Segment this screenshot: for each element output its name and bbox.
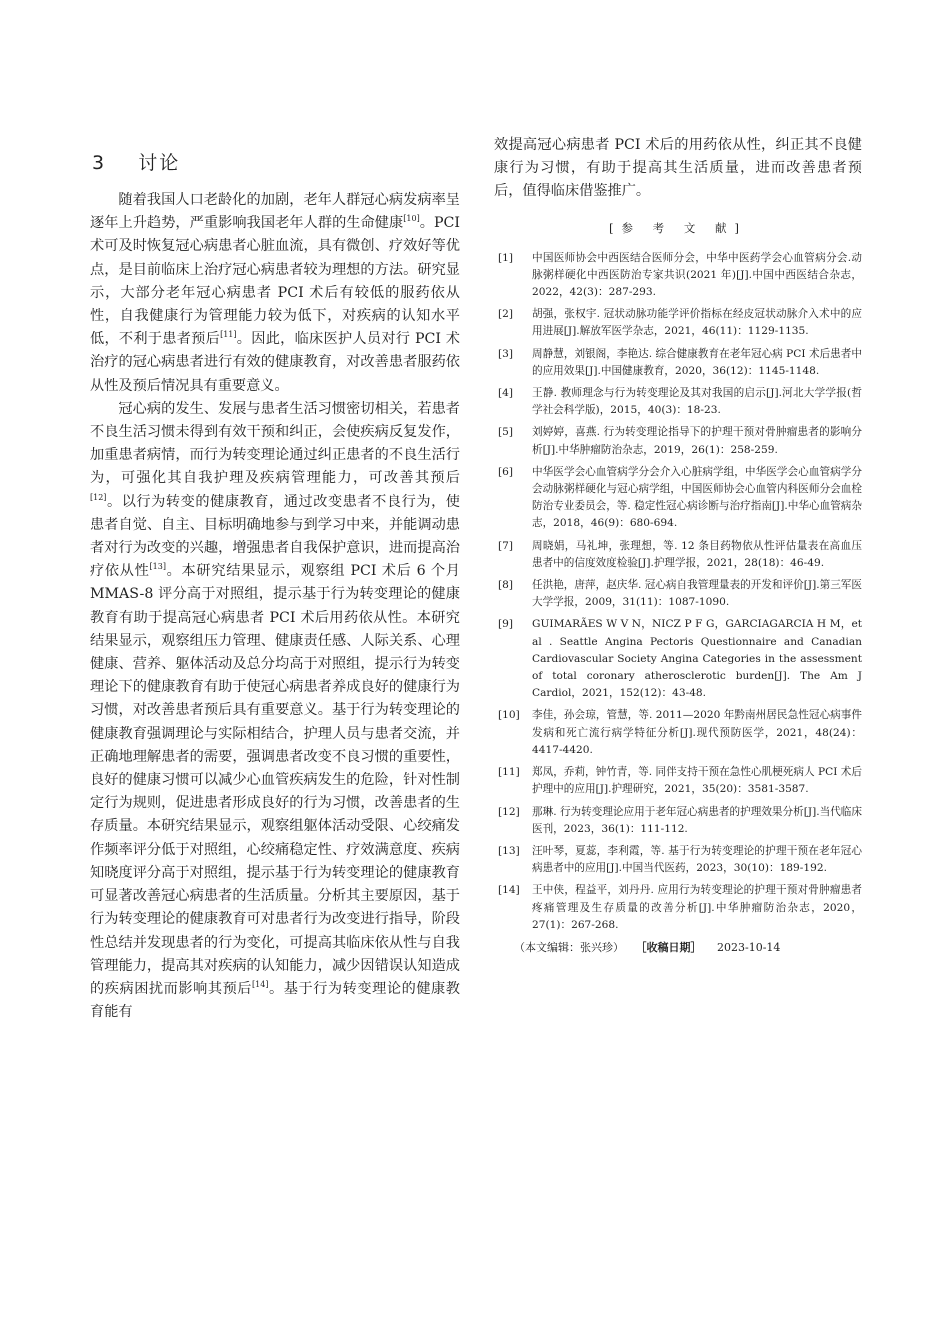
reference-text: 李佳，孙会琼，管慧，等. 2011—2020 年黔南州居民急性冠心病事件发病和死亡流行病学特征分析[J].现代预防医学，2021，48(24)：4417-4420. <box>532 709 862 756</box>
reference-item <box>494 385 862 419</box>
reference-text: 王静. 教师理念与行为转变理论及其对我国的启示[J].河北大学学报(哲学社会科学版)，2015，40(3)：18-23. <box>532 387 862 417</box>
paragraph-text: 。基于行为转变理论的健康教育能有 <box>90 980 460 1021</box>
reference-number: [13] <box>498 844 520 857</box>
reference-number: [3] <box>498 347 514 360</box>
reference-item <box>494 577 862 611</box>
reference-number: [10] <box>498 709 520 722</box>
reference-number: [7] <box>498 539 514 552</box>
reference-text: 中国医师协会中西医结合医师分会，中华中医药学会心血管病分会.动脉粥样硬化中西医防治专家共识(2021 年)[J].中国中西医结合杂志，2022，42(3)：287-293. <box>532 251 862 299</box>
reference-number: [12] <box>498 805 520 818</box>
reference-number: [8] <box>498 579 514 592</box>
reference-item <box>494 424 862 458</box>
reference-item <box>494 804 862 838</box>
references-heading: [参 考 文 献] <box>609 220 747 235</box>
reference-text: 汪叶琴，夏蕊，李利霞，等. 基于行为转变理论的护理干预在老年冠心病患者中的应用[J].中国当代医药，2023，30(10)：189-192. <box>532 844 862 875</box>
right-column <box>494 134 862 955</box>
left-column <box>90 144 460 1024</box>
reference-number: [9] <box>498 618 514 631</box>
reference-item <box>494 250 862 302</box>
reference-text: 任洪艳，唐萍，赵庆华. 冠心病自我管理量表的开发和评价[J].第三军医大学学报，2009，31(11)：1087-1090. <box>532 579 862 609</box>
paragraph-text: 。本研究结果显示，观察组 PCI 术后 6 个月 MMAS-8 评分高于对照组，提示基于行为转变理论的健康教育有助于提高冠心病患者 PCI 术后用药依从性。本研究结果显示，观察组压力管理、健康责任感、人际关系、心理健康、营养、躯体活动及总分均高于对照组，提示行为转变理论下的健康教育有助于使冠心病患者养成良好的健康行为习惯，对改善患者预后具有重要意义。基于行为转变理论的健康教育强调理论与实际相结合，护理人员与患者交流，并正确地理解患者的需要，强调患者改变不良习惯的重要性，良好的健康习惯可以减少心血管疾病发生的危险，针对性制定行为规则，促进患者形成良好的行为习惯，改善患者的生存质量。本研究结果显示，观察组躯体活动受限、心绞痛发作频率评分低于对照组，心绞痛稳定性、疗效满意度、疾病知晓度评分高于对照组，提示基于行为转变理论的健康教育可显著改善冠心病患者的生活质量。分析其主要原因，基于行为转变理论的健康教育可对患者行为改变进行指导，阶段性总结并发现患者的行为变化，可提高其临床依从性与自我管理能力，提高其对疾病的认知能力，减少因错误认知造成的疾病困扰而影响其预后 <box>90 563 460 997</box>
reference-item <box>494 616 862 702</box>
reference-number: [2] <box>498 308 514 321</box>
reference-number: [5] <box>498 426 514 439</box>
editor-note: （本文编辑：张兴珍） <box>514 940 624 954</box>
paragraph-text: 。PCI 术可及时恢复冠心病患者心脏血流，具有微创、疗效好等优点，是目前临床上治疗冠心病患者较为理想的方法。研究显示，大部分老年冠心病患者 PCI 术后有较低的服药依从性，自我健康行为管理能力较为低下，对疾病的认知水平低，不利于患者预后 <box>90 215 460 348</box>
reference-number: [14] <box>498 884 520 897</box>
body-paragraph <box>90 398 460 1024</box>
paragraph-text: 。以行为转变的健康教育，通过改变患者不良行为，使患者自觉、自主、目标明确地参与到学习中来，并能调动患者对行为改变的兴趣，增强患者自我保护意识，进而提高治疗依从性 <box>90 493 460 580</box>
citation-marker: [12] <box>90 492 107 502</box>
reference-number: [1] <box>498 251 514 264</box>
reference-number: [11] <box>498 766 520 779</box>
reference-text: 那琳. 行为转变理论应用于老年冠心病患者的护理效果分析[J].当代临床医刊，2023，36(1)：111-112. <box>532 805 862 835</box>
citation-marker: [14] <box>252 979 269 989</box>
article-footer <box>494 939 862 955</box>
body-paragraph <box>90 189 460 398</box>
section-title: 讨论 <box>138 152 181 174</box>
reference-item <box>494 538 862 572</box>
reference-item <box>494 306 862 340</box>
citation-marker: [10] <box>403 214 420 224</box>
reference-item <box>494 707 862 759</box>
reference-number: [4] <box>498 387 514 400</box>
reference-text: 刘婷婷，喜燕. 行为转变理论指导下的护理干预对骨肿瘤患者的影响分析[J].中华肿瘤防治杂志，2019，26(1)：258-259. <box>532 426 862 456</box>
paragraph-text: 冠心病的发生、发展与患者生活习惯密切相关，若患者不良生活习惯未得到有效干预和纠正，会使疾病反复发作，加重患者病情，而行为转变理论通过纠正患者的不良生活行为，可强化其自我护理及疾病管理能力，可改善其预后 <box>90 400 460 487</box>
reference-text: 王中侠，程益平，刘丹丹. 应用行为转变理论的护理干预对骨肿瘤患者疼痛管理及生存质量的改善分析[J].中华肿瘤防治杂志，2020，27(1)：267-268. <box>532 884 862 931</box>
reference-item <box>494 764 862 798</box>
section-heading <box>92 148 460 175</box>
citation-marker: [11] <box>220 330 237 340</box>
reference-item <box>494 843 862 877</box>
reference-text: 周静慧，刘银阁，李艳达. 综合健康教育在老年冠心病 PCI 术后患者中的应用效果[J].中国健康教育，2020，36(12)：1145-1148. <box>532 347 862 377</box>
received-label: ［收稿日期］ <box>635 940 702 954</box>
citation-marker: [13] <box>149 562 166 572</box>
reference-item <box>494 882 862 934</box>
reference-text: 周晓娟，马礼坤，张理想，等. 12 条目药物依从性评估量表在高血压患者中的信度效度检验[J].护理学报，2021，28(18)：46-49. <box>532 539 862 569</box>
reference-text: 郑凤，乔莉，钟竹青，等. 同伴支持干预在急性心肌梗死病人 PCI 术后护理中的应用[J].护理研究，2021，35(20)：3581-3587. <box>532 766 862 796</box>
paragraph-text: 。因此，临床医护人员对行 PCI 术治疗的冠心病患者进行有效的健康教育，对改善患者服药依从性及预后情况具有重要意义。 <box>90 331 460 394</box>
paragraph-text: 随着我国人口老龄化的加剧，老年人群冠心病发病率呈逐年上升趋势，严重影响我国老年人群的生命健康 <box>90 192 460 232</box>
reference-item <box>494 346 862 380</box>
reference-text: 中华医学会心血管病学分会介入心脏病学组，中华医学会心血管病学分会动脉粥样硬化与冠心病学组，中国医师协会心血管内科医师分会血栓防治专业委员会，等. 稳定性冠心病诊断与治疗指南[J].中华心血管病杂志，2018，46(9)：680-694. <box>532 465 862 530</box>
reference-text: 胡强，张权宇. 冠状动脉功能学评价指标在经皮冠状动脉介入术中的应用进展[J].解放军医学杂志，2021，46(11)：1129-1135. <box>532 308 862 338</box>
reference-item <box>494 464 862 533</box>
reference-number: [6] <box>498 465 514 478</box>
discussion-continuation: 效提高冠心病患者 PCI 术后的用药依从性，纠正其不良健康行为习惯，有助于提高其生活质量，进而改善患者预后，值得临床借鉴推广。 <box>494 137 862 200</box>
reference-list <box>494 250 862 934</box>
section-number: 3 <box>92 152 107 174</box>
reference-text: GUIMARÃES W V N，NICZ P F G，GARCIAGARCIA H M，et al . Seattle Angina Pectoris Questionnaire and Canadian Cardiovascular Society Angina Categories in the assessment of total coronary atherosclerotic burden[J]. The Am J Cardiol，2021，152(12)：43-48. <box>532 618 862 700</box>
discussion-body <box>90 189 460 1024</box>
received-date: 2023-10-14 <box>717 940 781 954</box>
